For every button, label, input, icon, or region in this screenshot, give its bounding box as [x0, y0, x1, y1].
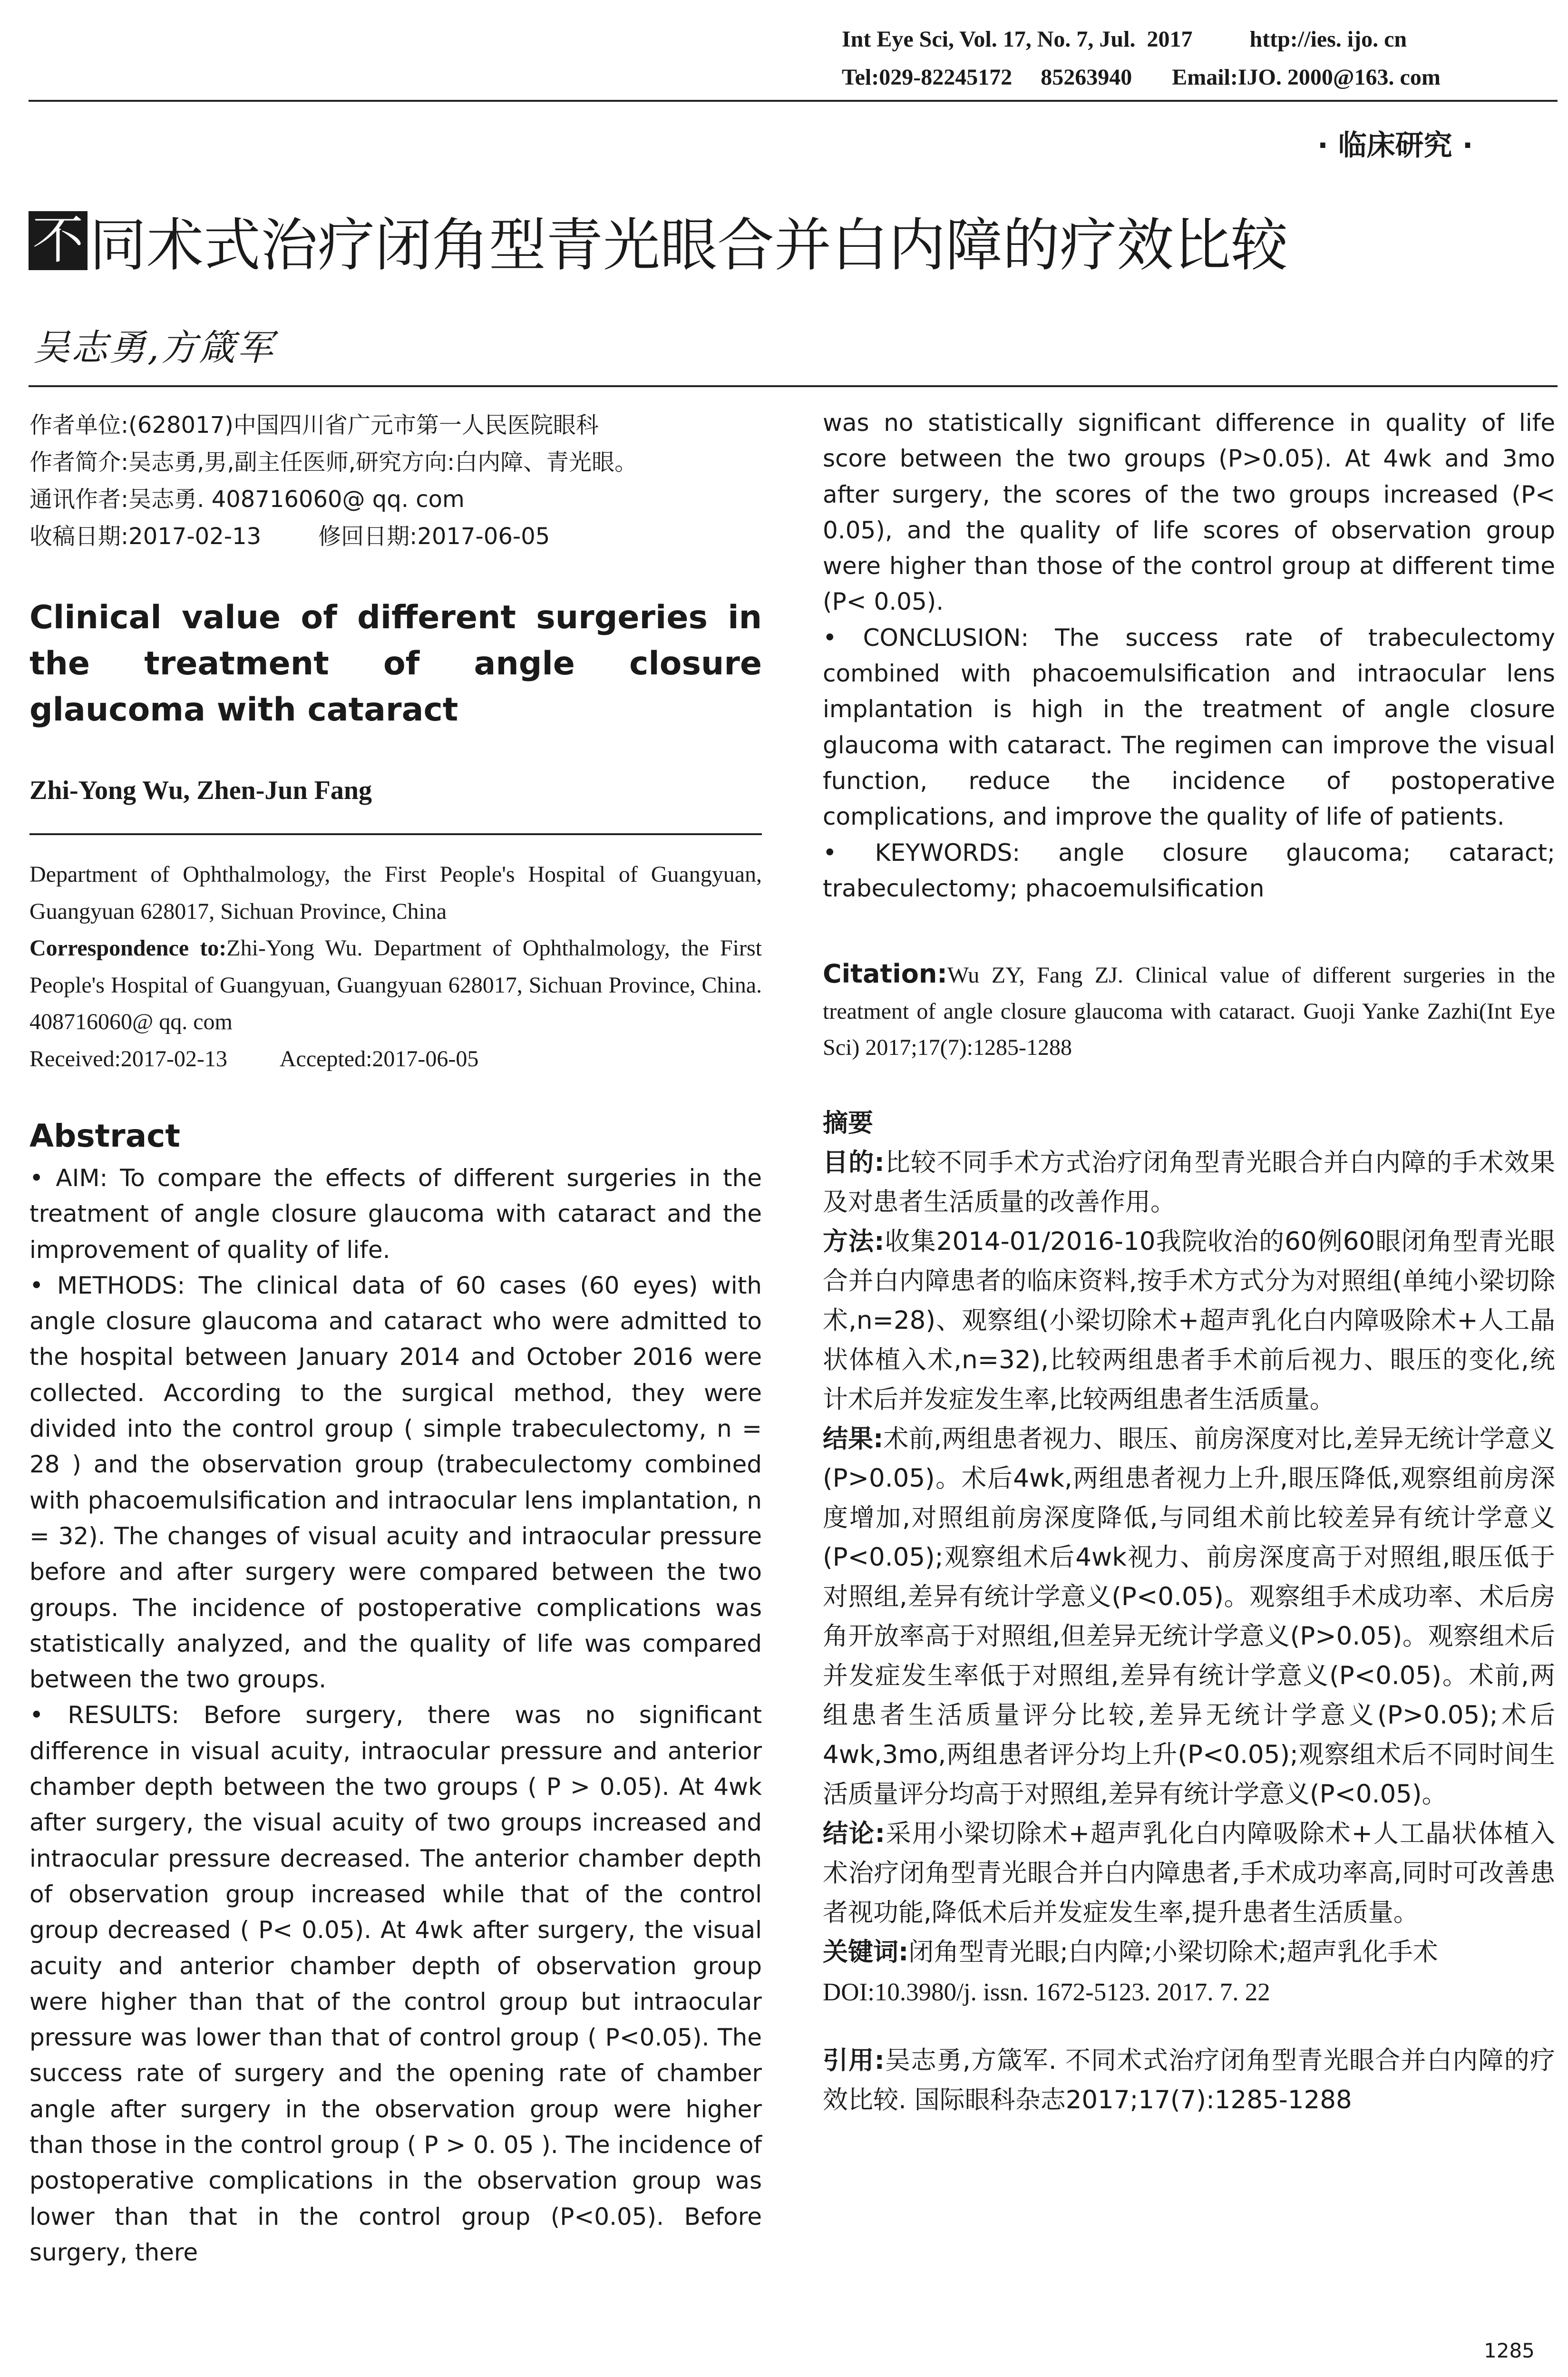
affiliation-block: [29, 856, 762, 1077]
header-rule: [29, 100, 1558, 102]
cn-keywords-text: 闭角型青光眼;白内障;小梁切除术;超声乳化手术: [908, 1938, 1438, 1967]
citation-label: Citation:: [823, 959, 947, 989]
title-dropcap: 不: [29, 211, 88, 270]
en-title: Clinical value of different surgeries in the treatment of angle closure glaucoma with cataract: [29, 599, 762, 729]
cn-results-label: 结果:: [823, 1424, 884, 1453]
page-number: 1285: [1484, 2339, 1535, 2362]
section-tag: · 临床研究 ·: [1317, 129, 1473, 162]
department: Department of Ophthalmology, the First People's Hospital of Guangyuan, Guangyuan 628017, Sichuan Province, China: [29, 862, 762, 924]
doi: DOI:10.3980/j. issn. 1672-5123. 2017. 7. 22: [823, 1978, 1270, 2006]
authors-rule: [29, 833, 762, 835]
abstract-keywords: • KEYWORDS: angle closure glaucoma; cataract; trabeculectomy; phacoemulsification: [823, 838, 1555, 902]
cn-meta: [29, 407, 762, 555]
title-rule: [29, 385, 1558, 387]
correspondence: [29, 930, 762, 1041]
title-text: 同术式治疗闭角型青光眼合并白内障的疗效比较: [89, 213, 1288, 279]
cn-citation-text: 吴志勇,方箴军. 不同术式治疗闭角型青光眼合并白内障的疗效比较. 国际眼科杂志2017;17(7):1285-1288: [823, 2046, 1555, 2114]
article-title: [29, 200, 1288, 282]
cn-dates: [29, 518, 762, 555]
journal-header-line1: Int Eye Sci, Vol. 17, No. 7, Jul. 2017 http://ies. ijo. cn: [842, 27, 1407, 52]
correspondence-text: Zhi-Yong Wu. Department of Ophthalmology, the First People's Hospital of Guangyuan, Guangyuan 628017, Sichuan Province, China. 408716060@ qq. com: [29, 935, 762, 1034]
correspondence-label: Correspondence to:: [29, 935, 227, 961]
dates: [29, 1041, 762, 1078]
abstract-results-part2: was no statistically significant difference in quality of life score between the two groups (P>0.05). At 4wk and 3mo after surgery, the scores of the two groups increased (P< 0.05), and the quality of life scores of observation group were higher than those of the control group at different time (P< 0.05).: [823, 409, 1555, 616]
abstract-methods: • METHODS: The clinical data of 60 cases (60 eyes) with angle closure glaucoma and cataract who were admitted to the hospital between January 2014 and October 2016 were collected. According to the surgical method, they were divided into the control group ( simple trabeculectomy, n = 28 ) and the observation group (trabeculectomy combined with phacoemulsification and intraocular lens implantation, n = 32). The changes of visual acuity and intraocular pressure before and after surgery were compared between the two groups. The incidence of postoperative complications was statistically analyzed, and the quality of life was compared between the two groups.: [29, 1271, 762, 1694]
cn-methods-label: 方法:: [823, 1227, 885, 1256]
cn-citation: [823, 2041, 1555, 2120]
cn-received: 收稿日期:2017-02-13: [29, 523, 262, 550]
cn-citation-label: 引用:: [823, 2046, 885, 2075]
cn-correspondence: 通讯作者:吴志勇. 408716060@ qq. com: [29, 486, 465, 513]
received-date: Received:2017-02-13: [29, 1046, 227, 1072]
cn-results-text: 术前,两组患者视力、眼压、前房深度对比,差异无统计学意义(P>0.05)。术后4wk,两组患者视力上升,眼压降低,观察组前房深度增加,对照组前房深度降低,与同组术前比较差异有统计学意义(P<0.05);观察组术后4wk视力、前房深度高于对照组,眼压低于对照组,差异有统计学意义(P<0.05)。观察组手术成功率、术后房角开放率高于对照组,但差异无统计学意义(P>0.05)。观察组术后并发症发生率低于对照组,差异有统计学意义(P<0.05)。术前,两组患者生活质量评分比较,差异无统计学意义(P>0.05);术后4wk,3mo,两组患者评分均上升(P<0.05);观察组术后不同时间生活质量评分均高于对照组,差异有统计学意义(P<0.05)。: [823, 1424, 1555, 1809]
cn-methods-text: 收集2014-01/2016-10我院收治的60例60眼闭角型青光眼合并白内障患者的临床资料,按手术方式分为对照组(单纯小梁切除术,n=28)、观察组(小梁切除术+超声乳化白内障吸除术+人工晶状体植入术,n=32),比较两组患者手术前后视力、眼压的变化,统计术后并发症发生率,比较两组患者生活质量。: [823, 1227, 1555, 1414]
cn-keywords: [823, 1932, 1555, 1972]
citation: [823, 956, 1555, 1066]
cn-results: [823, 1419, 1555, 1814]
citation-text: Wu ZY, Fang ZJ. Clinical value of different surgeries in the treatment of angle closure glaucoma with cataract. Guoji Yanke Zazhi(Int Eye Sci) 2017;17(7):1285-1288: [823, 963, 1555, 1060]
abstract-right: [823, 405, 1555, 906]
cn-aim-label: 目的:: [823, 1148, 885, 1177]
cn-aim-text: 比较不同手术方式治疗闭角型青光眼合并白内障的手术效果及对患者生活质量的改善作用。: [823, 1148, 1555, 1217]
accepted-date: Accepted:2017-06-05: [279, 1046, 479, 1072]
cn-aim: [823, 1143, 1555, 1222]
cn-methods: [823, 1222, 1555, 1419]
cn-keywords-label: 关键词:: [823, 1938, 909, 1967]
journal-header-line2: Tel:029-82245172 85263940 Email:IJO. 2000@163. com: [842, 65, 1441, 90]
abstract-aim: • AIM: To compare the effects of different surgeries in the treatment of angle closure glaucoma with cataract and the improvement of quality of life.: [29, 1164, 762, 1264]
cn-conclusion: [823, 1814, 1555, 1932]
cn-affiliation: 作者单位:(628017)中国四川省广元市第一人民医院眼科: [29, 412, 599, 438]
cn-abstract-heading: 摘要: [823, 1109, 873, 1138]
abstract-results-part1: • RESULTS: Before surgery, there was no significant difference in visual acuity, intraocular pressure and anterior chamber depth between the two groups ( P > 0.05). At 4wk after surgery, the visual acuity of two groups increased and intraocular pressure decreased. The anterior chamber depth of observation group increased while that of the control group decreased ( P< 0.05). At 4wk after surgery, the visual acuity and anterior chamber depth of observation group were higher than that of the control group but intraocular pressure was lower than that of control group ( P<0.05). The success rate of surgery and the opening rate of chamber angle after surgery in the observation group were higher than those in the control group ( P > 0. 05 ). The incidence of postoperative complications in the observation group was lower than that in the control group (P<0.05). Before surgery, there: [29, 1701, 762, 2266]
abstract-left: [29, 1160, 762, 2270]
cn-authors: 吴志勇,方箴军: [33, 326, 275, 369]
abstract-heading: Abstract: [29, 1118, 180, 1154]
cn-conclusion-label: 结论:: [823, 1819, 885, 1848]
cn-author-intro: 作者简介:吴志勇,男,副主任医师,研究方向:白内障、青光眼。: [29, 449, 638, 476]
abstract-conclusion: • CONCLUSION: The success rate of trabeculectomy combined with phacoemulsification and intraocular lens implantation is high in the treatment of angle closure glaucoma with cataract. The regimen can improve the visual function, reduce the incidence of postoperative complications, and improve the quality of life of patients.: [823, 623, 1555, 831]
cn-abstract: [823, 1103, 1555, 2120]
cn-conclusion-text: 采用小梁切除术+超声乳化白内障吸除术+人工晶状体植入术治疗闭角型青光眼合并白内障患者,手术成功率高,同时可改善患者视功能,降低术后并发症发生率,提升患者生活质量。: [823, 1819, 1555, 1927]
cn-revised: 修回日期:2017-06-05: [318, 523, 550, 550]
en-authors: Zhi-Yong Wu, Zhen-Jun Fang: [29, 776, 372, 805]
